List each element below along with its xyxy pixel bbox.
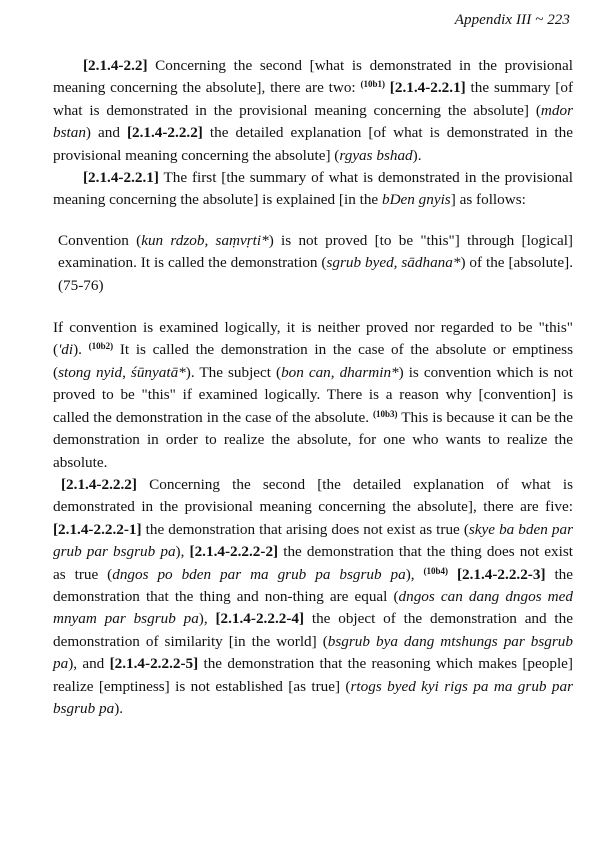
- italic-term: stong nyid, śūnyatā*: [58, 363, 186, 381]
- text-run: ),: [175, 543, 190, 561]
- section-reference: [2.1.4-2.2.2-5]: [109, 655, 199, 673]
- text-run: ] as follows:: [450, 191, 526, 209]
- text-run: the summary [of what is demonstrated in the provisional meaning concerning the absolute] (: [53, 79, 573, 119]
- text-run: The first [the summary of what is demonstrated in the provisional meaning concerning the absolute] is explained [in the: [53, 169, 573, 209]
- section-reference: [2.1.4-2.2.2-1]: [53, 520, 142, 538]
- italic-term: rtogs byed kyi rigs pa ma grub par bsgrub pa: [53, 677, 573, 717]
- folio-marker: (10b4): [423, 565, 448, 576]
- section-reference: [2.1.4-2.2.2-2]: [189, 543, 279, 561]
- text-run: the detailed explanation [of what is demonstrated in the provisional meaning concerning the absolute] (: [53, 124, 573, 164]
- italic-term: 'di: [58, 341, 74, 359]
- text-run: ).: [412, 146, 422, 164]
- running-head: Appendix III ~ 223: [454, 12, 570, 28]
- block-quote: [58, 230, 573, 297]
- section-reference: [2.1.4-2.2.2]: [126, 124, 203, 142]
- text-run: ), and: [68, 655, 110, 673]
- text-run: ).: [73, 341, 89, 359]
- paragraph: [53, 474, 573, 720]
- text-run: ) of the [absolute]. (75-76): [58, 254, 573, 294]
- italic-term: sgrub byed, sādhana*: [326, 254, 461, 272]
- italic-term: bsgrub bya dang mtshungs par bsgrub pa: [53, 632, 573, 673]
- paragraph: [53, 167, 573, 212]
- italic-term: bon can, dharmin*: [281, 363, 399, 381]
- text-run: the demonstration that arising does not exist as true (: [141, 520, 469, 538]
- italic-term: dngos po bden par ma grub pa bsgrub pa: [112, 565, 406, 583]
- text-run: ). The subject (: [185, 363, 282, 381]
- italic-term: skye ba bden par grub par bsgrub pa: [53, 520, 573, 561]
- section-reference: [2.1.4-2.2.2-3]: [456, 565, 546, 583]
- text-run: If convention is examined logically, it is neither proved nor regarded to be "this" (: [53, 319, 573, 359]
- folio-marker: (10b3): [373, 408, 398, 419]
- paragraph: [53, 55, 573, 167]
- text-run: the demonstration that the reasoning which makes [people] realize [emptiness] is not established [as true] (: [53, 655, 573, 695]
- body-text: [53, 55, 573, 720]
- section-reference: [2.1.4-2.2]: [83, 57, 148, 74]
- text-run: [448, 566, 457, 583]
- text-run: Concerning the second [the detailed explanation of what is demonstrated in the provisional meaning concerning the absolute], there are five:: [53, 475, 573, 516]
- folio-marker: (10b1): [360, 79, 385, 90]
- text-run: Convention (: [58, 231, 142, 249]
- text-run: ) and: [85, 124, 127, 142]
- text-run: ) is not proved [to be "this"] through [logical] examination. It is called the demonstration (: [58, 231, 573, 272]
- text-run: the demonstration that the thing does not exist as true (: [53, 543, 573, 583]
- text-run: ).: [114, 699, 124, 717]
- text-run: ),: [405, 565, 424, 583]
- text-run: the demonstration that the thing and non-thing are equal (: [53, 565, 574, 605]
- section-reference: [2.1.4-2.2.2-4]: [215, 610, 305, 628]
- italic-term: bDen gnyis: [381, 191, 451, 209]
- section-reference: [2.1.4-2.2.2]: [61, 475, 137, 493]
- italic-term: kun rdzob, saṃvṛti*: [141, 231, 269, 249]
- paragraph: [53, 317, 573, 474]
- italic-term: rgyas bshad: [339, 146, 413, 164]
- text-run: This is because it can be the demonstration in order to realize the absolute, for one who wants to realize the absolute.: [53, 408, 573, 471]
- italic-term: dngos can dang dngos med mnyam par bsgrub pa: [53, 587, 573, 628]
- italic-term: mdor bstan: [53, 101, 573, 142]
- section-reference: [2.1.4-2.2.1]: [389, 79, 466, 97]
- text-run: ) is convention which is not proved to be "this" if examined logically. There is a reason why [convention] is called the demonstration in the case of the absolute.: [53, 363, 573, 426]
- text-run: It is called the demonstration in the case of the absolute or emptiness (: [53, 341, 573, 381]
- section-reference: [2.1.4-2.2.1]: [83, 169, 159, 187]
- text-run: Concerning the second [what is demonstrated in the provisional meaning concerning the absolute], there are two:: [53, 57, 573, 97]
- text-run: the object of the demonstration and the demonstration of similarity [in the world] (: [53, 610, 573, 650]
- text-run: ),: [198, 610, 216, 628]
- folio-marker: (10b2): [88, 341, 114, 352]
